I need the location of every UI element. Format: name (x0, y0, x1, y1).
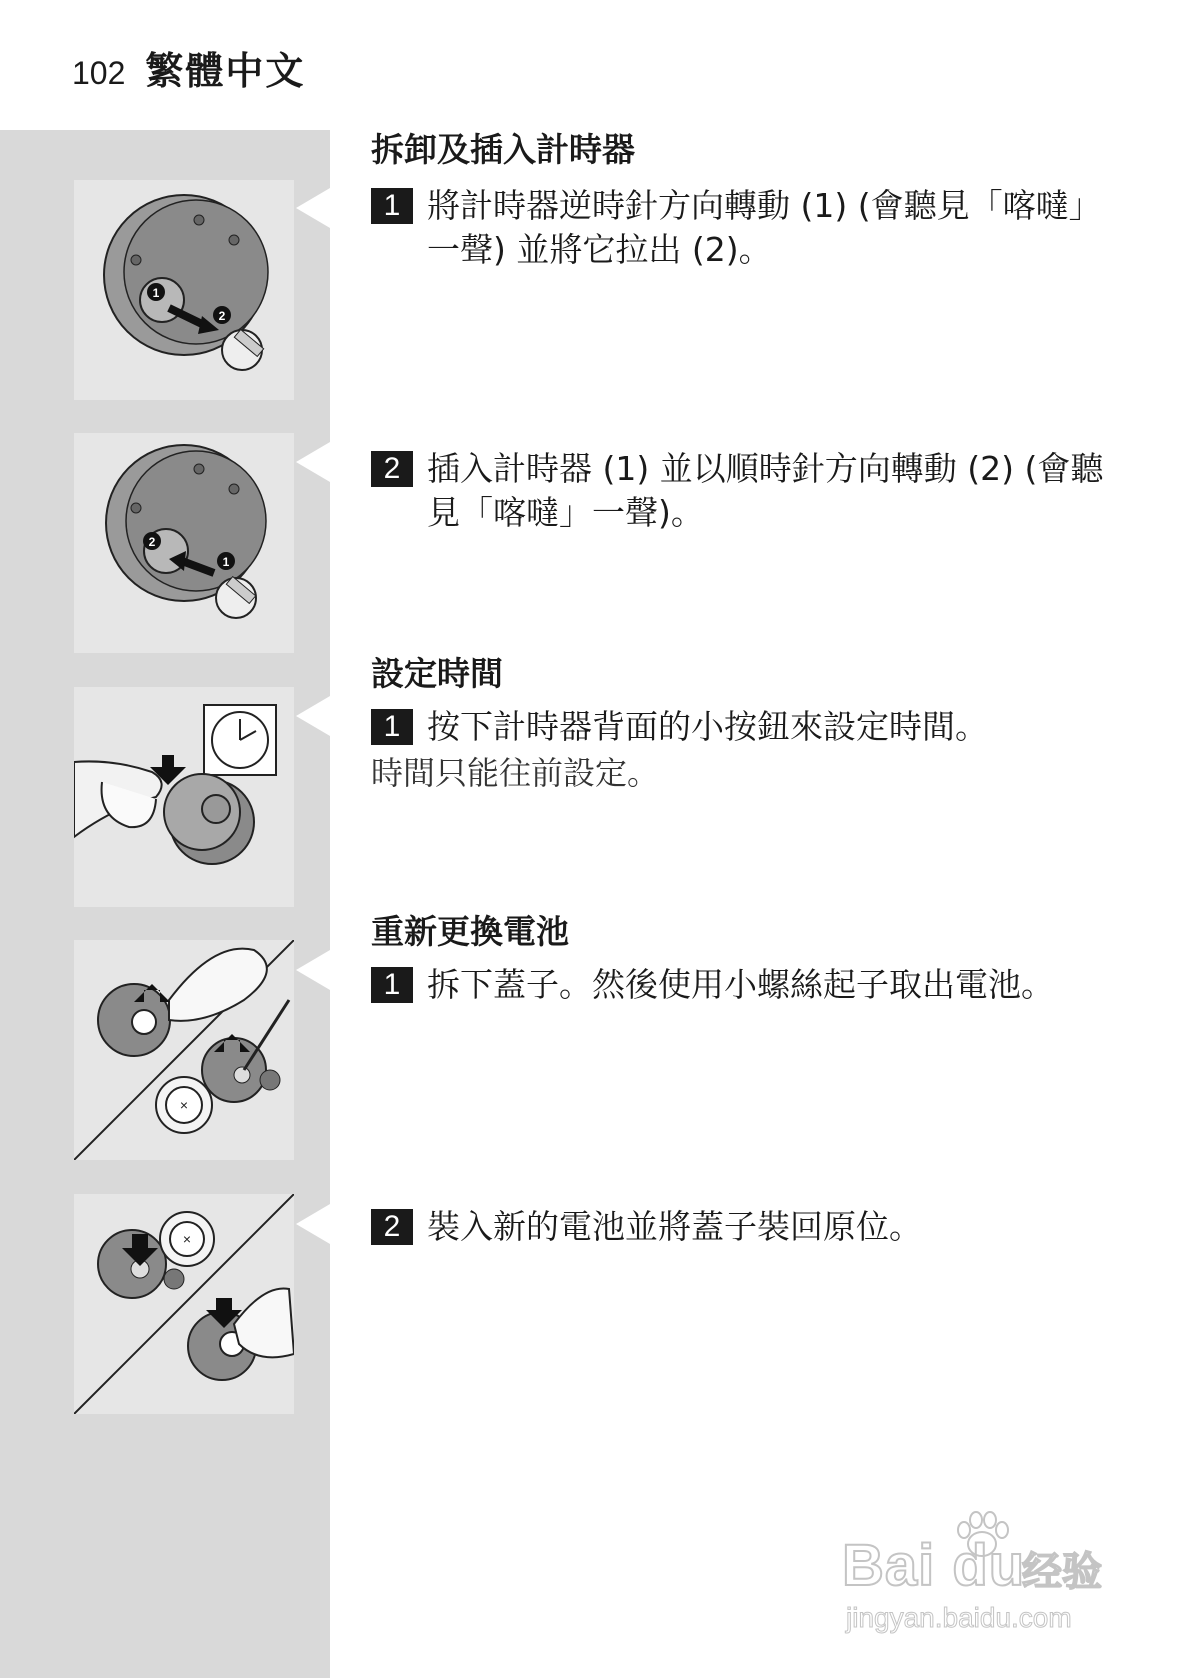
callout-2: 2 (148, 535, 156, 549)
illustration-remove-timer (74, 180, 294, 400)
step-item (371, 963, 1111, 1007)
step-text: 拆下蓋子。然後使用小螺絲起子取出電池。 (427, 965, 1054, 1004)
step-item (371, 705, 1111, 749)
watermark-brand: Bai du (842, 1533, 1026, 1598)
section-title-replace-battery: 重新更換電池 (371, 912, 569, 951)
pointer-arrow (296, 950, 330, 990)
watermark-cn: 经验 (1022, 1549, 1102, 1595)
step-text: 按下計時器背面的小按鈕來設定時間。 (427, 707, 988, 746)
step-item (371, 1205, 1111, 1249)
callout-1: 1 (152, 286, 160, 300)
pointer-arrow (296, 442, 330, 482)
section-title-set-time: 設定時間 (371, 654, 503, 693)
baidu-watermark (842, 1510, 1122, 1640)
step-item (371, 184, 1111, 272)
step-number: 2 (371, 1209, 413, 1245)
step-number: 1 (371, 709, 413, 745)
language-title: 繁體中文 (145, 49, 306, 93)
step-number: 2 (371, 451, 413, 487)
note-text: 時間只能往前設定。 (371, 754, 660, 792)
step-text: 插入計時器 (1) 並以順時針方向轉動 (2) (會聽見「喀噠」一聲)。 (427, 449, 1104, 532)
callout-2: 2 (218, 309, 226, 323)
step-text: 裝入新的電池並將蓋子裝回原位。 (427, 1207, 922, 1246)
pointer-arrow (296, 188, 330, 228)
section-title-remove-insert-timer: 拆卸及插入計時器 (371, 130, 635, 169)
illustration-sidebar (0, 130, 330, 1678)
watermark-url: jingyan.baidu.com (846, 1602, 1072, 1633)
step-text: 將計時器逆時針方向轉動 (1) (會聽見「喀噠」一聲) 並將它拉出 (2)。 (427, 186, 1102, 269)
step-number: 1 (371, 967, 413, 1003)
illustration-replace-battery (74, 1194, 294, 1414)
page-header (72, 40, 305, 95)
page-number: 102 (72, 55, 126, 91)
svg-text:×: × (182, 1231, 192, 1247)
illustration-set-time (74, 687, 294, 907)
step-number: 1 (371, 188, 413, 224)
pointer-arrow (296, 1204, 330, 1244)
illustration-insert-timer (74, 433, 294, 653)
callout-1: 1 (222, 555, 230, 569)
svg-text:×: × (179, 1097, 189, 1113)
illustration-remove-cover (74, 940, 294, 1160)
step-item (371, 447, 1111, 535)
pointer-arrow (296, 696, 330, 736)
